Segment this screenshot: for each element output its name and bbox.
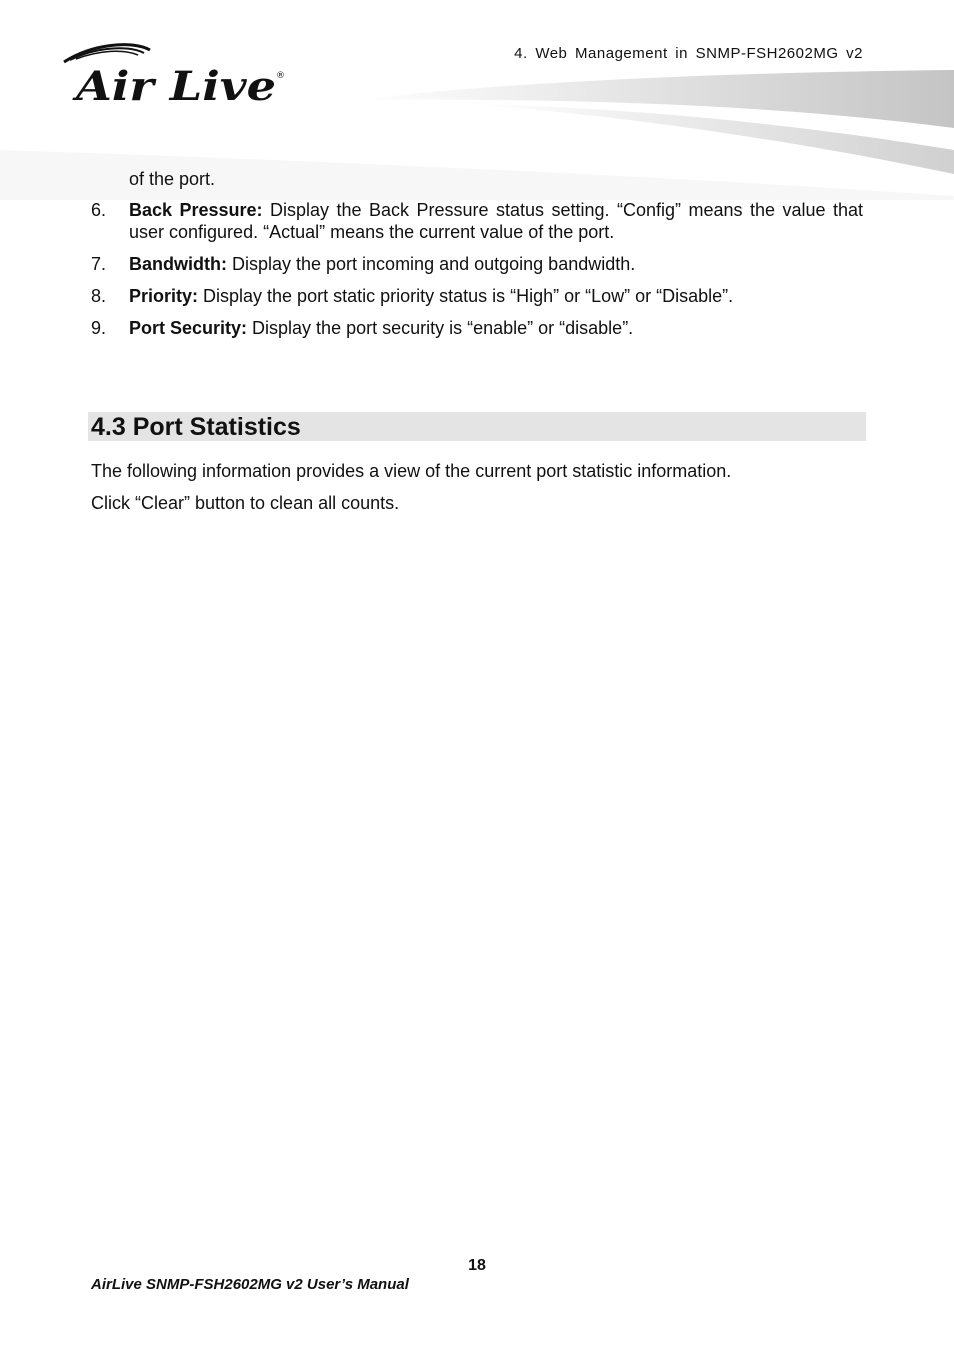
- paragraph: Click “Clear” button to clean all counts.: [91, 493, 400, 513]
- item-text: [129, 253, 863, 275]
- content-body: [91, 168, 863, 349]
- item-number: 9.: [91, 318, 107, 338]
- item-description: Display the port security is “enable” or “disable”.: [247, 318, 634, 338]
- item-term: Back Pressure:: [129, 200, 263, 220]
- section-heading-bar: [88, 412, 866, 441]
- list-item: [91, 285, 863, 307]
- item-term: Bandwidth:: [129, 254, 227, 274]
- section-body: [91, 460, 731, 524]
- item-text: [129, 317, 863, 339]
- item-term: Port Security:: [129, 318, 248, 338]
- paragraph: The following information provides a view of the current port statistic information.: [91, 461, 732, 481]
- item-text: [129, 199, 863, 243]
- item-description: Display the port static priority status is “High” or “Low” or “Disable”.: [198, 286, 734, 306]
- item-text: [129, 285, 863, 307]
- footer-manual-title: AirLive SNMP-FSH2602MG v2 User’s Manual: [91, 1276, 409, 1293]
- list-item: [91, 253, 863, 275]
- page-number: 18: [468, 1257, 486, 1274]
- section-title: 4.3 Port Statistics: [91, 413, 301, 441]
- item-number: 6.: [91, 200, 107, 220]
- svg-text:®: ®: [276, 71, 285, 81]
- svg-text:Air Live: Air Live: [71, 63, 277, 108]
- continuation-text: of the port.: [129, 169, 216, 189]
- airlive-logo: [62, 40, 292, 108]
- item-description: Display the Back Pressure status setting. “Config” means the value that user configured. “Actual” means the current value of the port.: [129, 200, 863, 242]
- item-description: Display the port incoming and outgoing bandwidth.: [226, 254, 636, 274]
- list-item: [91, 317, 863, 339]
- list-item: [91, 199, 863, 243]
- item-number: 7.: [91, 254, 107, 274]
- chapter-header: 4. Web Management in SNMP-FSH2602MG v2: [514, 45, 863, 62]
- item-term: Priority:: [129, 286, 199, 306]
- item-number: 8.: [91, 286, 107, 306]
